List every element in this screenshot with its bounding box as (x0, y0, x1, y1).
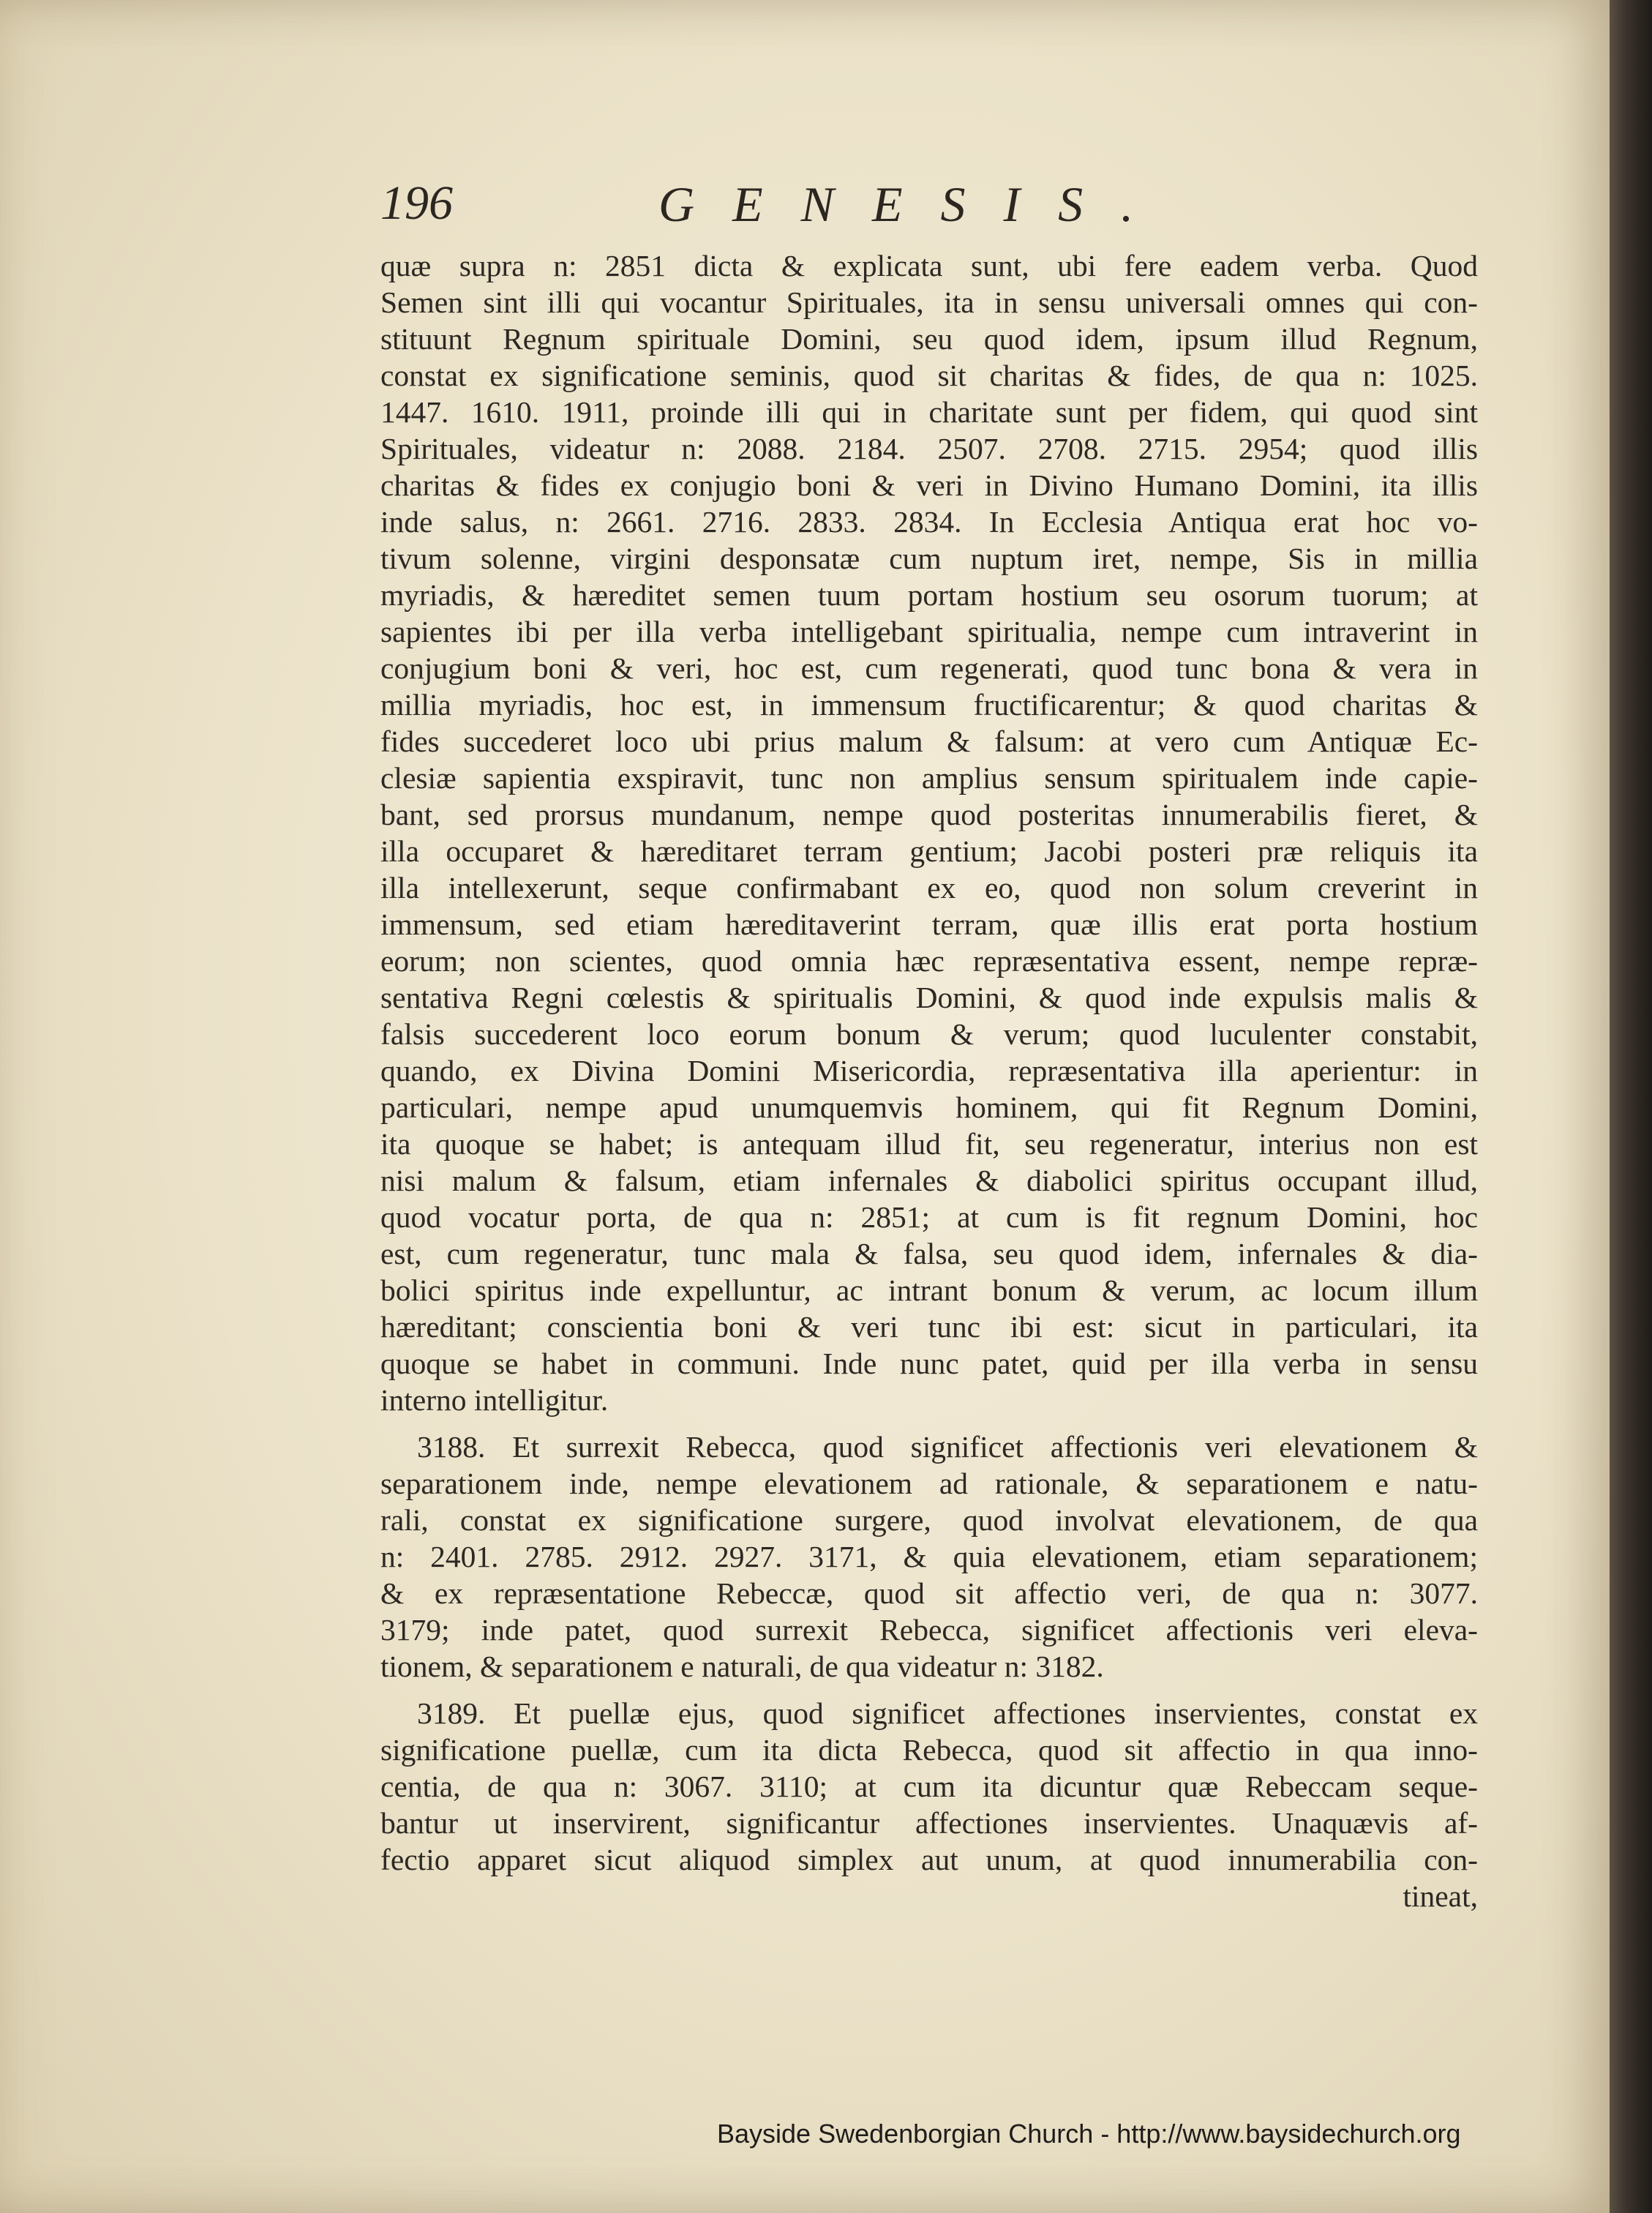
text-line: millia myriadis, hoc est, in immensum fructificarentur; & quod charitas & (380, 688, 1478, 722)
text-line: tionem, & separationem e naturali, de qua videatur n: 3182. (380, 1650, 1104, 1683)
running-head (380, 176, 1478, 234)
text-line: stituunt Regnum spirituale Domini, seu quod idem, ipsum illud Regnum, (380, 322, 1478, 356)
text-line: myriadis, & hæreditet semen tuum portam hostium seu osorum tuorum; at (380, 578, 1478, 612)
text-line: quæ supra n: 2851 dicta & explicata sunt, ubi fere eadem verba. Quod (380, 249, 1478, 282)
text-line: interno intelligitur. (380, 1383, 609, 1417)
text-line: 1447. 1610. 1911, proinde illi qui in charitate sunt per fidem, qui quod sint (380, 395, 1478, 429)
text-line: quando, ex Divina Domini Misericordia, repræsentativa illa aperientur: in (380, 1054, 1478, 1087)
text-line: bantur ut inservirent, significantur affectiones inservientes. Unaquævis af- (380, 1806, 1478, 1840)
text-line: clesiæ sapientia exspiravit, tunc non amplius sensum spiritualem inde capie- (380, 761, 1478, 795)
text-line: 3188. Et surrexit Rebecca, quod significet affectionis veri elevationem & (417, 1430, 1478, 1464)
text-line: rali, constat ex significatione surgere, quod involvat elevationem, de qua (380, 1503, 1478, 1537)
text-line: illa occuparet & hæreditaret terram gentium; Jacobi posteri præ reliquis ita (380, 834, 1478, 868)
text-line: est, cum regeneratur, tunc mala & falsa, seu quod idem, infernales & dia- (380, 1237, 1478, 1270)
text-line: charitas & fides ex conjugio boni & veri in Divino Humano Domini, ita illis (380, 468, 1478, 502)
text-line: separationem inde, nempe elevationem ad rationale, & separationem e natu- (380, 1467, 1478, 1500)
text-line: Spirituales, videatur n: 2088. 2184. 2507. 2708. 2715. 2954; quod illis (380, 432, 1478, 465)
paragraph-gap (380, 1418, 1478, 1428)
text-line: 3189. Et puellæ ejus, quod significet affectiones inservientes, constat ex (417, 1696, 1478, 1730)
text-line: Semen sint illi qui vocantur Spirituales, ita in sensu universali omnes qui con- (380, 285, 1478, 319)
paragraph-gap (380, 1685, 1478, 1695)
text-line: inde salus, n: 2661. 2716. 2833. 2834. In Ecclesia Antiqua erat hoc vo- (380, 505, 1478, 539)
catchword: tineat, (1403, 1879, 1478, 1913)
paragraph (380, 1428, 1478, 1685)
page-number: 196 (380, 176, 453, 230)
text-line: tivum solenne, virgini desponsatæ cum nuptum iret, nempe, Sis in millia (380, 542, 1478, 575)
text-line: quod vocatur porta, de qua n: 2851; at cum is fit regnum Domini, hoc (380, 1200, 1478, 1234)
text-line: eorum; non scientes, quod omnia hæc repræsentativa essent, nempe repræ- (380, 944, 1478, 978)
text-line: centia, de qua n: 3067. 3110; at cum ita dicuntur quæ Rebeccam seque- (380, 1770, 1478, 1803)
text-line: sapientes ibi per illa verba intelligebant spiritualia, nempe cum intraverint in (380, 615, 1478, 648)
text-line: fectio apparet sicut aliquod simplex aut unum, at quod innumerabilia con- (380, 1843, 1478, 1876)
watermark: Bayside Swedenborgian Church - http://www.baysidechurch.org (717, 2119, 1461, 2149)
text-line: bolici spiritus inde expelluntur, ac intrant bonum & verum, ac locum illum (380, 1273, 1478, 1307)
text-line: hæreditant; conscientia boni & veri tunc ibi est: sicut in particulari, ita (380, 1310, 1478, 1344)
text-line: & ex repræsentatione Rebeccæ, quod sit affectio veri, de qua n: 3077. (380, 1576, 1478, 1610)
paragraph (380, 247, 1478, 1418)
text-line: significatione puellæ, cum ita dicta Rebecca, quod sit affectio in qua inno- (380, 1733, 1478, 1767)
text-line: 3179; inde patet, quod surrexit Rebecca, significet affectionis veri eleva- (380, 1613, 1478, 1647)
text-line: immensum, sed etiam hæreditaverint terram, quæ illis erat porta hostium (380, 907, 1478, 941)
text-line: particulari, nempe apud unumquemvis hominem, qui fit Regnum Domini, (380, 1090, 1478, 1124)
text-line: bant, sed prorsus mundanum, nempe quod posteritas innumerabilis fieret, & (380, 798, 1478, 831)
text-line: fides succederet loco ubi prius malum & falsum: at vero cum Antiquæ Ec- (380, 724, 1478, 758)
text-line: falsis succederent loco eorum bonum & verum; quod luculenter constabit, (380, 1017, 1478, 1051)
text-line: constat ex significatione seminis, quod sit charitas & fides, de qua n: 1025. (380, 359, 1478, 392)
text-line: sentativa Regni cœlestis & spiritualis Domini, & quod inde expulsis malis & (380, 981, 1478, 1014)
text-line: conjugium boni & veri, hoc est, cum regenerati, quod tunc bona & vera in (380, 651, 1478, 685)
paragraph (380, 1695, 1478, 1878)
text-block (380, 247, 1478, 1914)
text-line: quoque se habet in communi. Inde nunc patet, quid per illa verba in sensu (380, 1347, 1478, 1380)
text-line: n: 2401. 2785. 2912. 2927. 3171, & quia elevationem, etiam separationem; (380, 1540, 1478, 1573)
page-edge (1610, 0, 1652, 2213)
book-title: GENESIS. (658, 176, 1172, 232)
text-line: illa intellexerunt, seque confirmabant ex eo, quod non solum creverint in (380, 871, 1478, 905)
text-line: nisi malum & falsum, etiam infernales & diabolici spiritus occupant illud, (380, 1164, 1478, 1197)
text-line: ita quoque se habet; is antequam illud fit, seu regeneratur, interius non est (380, 1127, 1478, 1161)
